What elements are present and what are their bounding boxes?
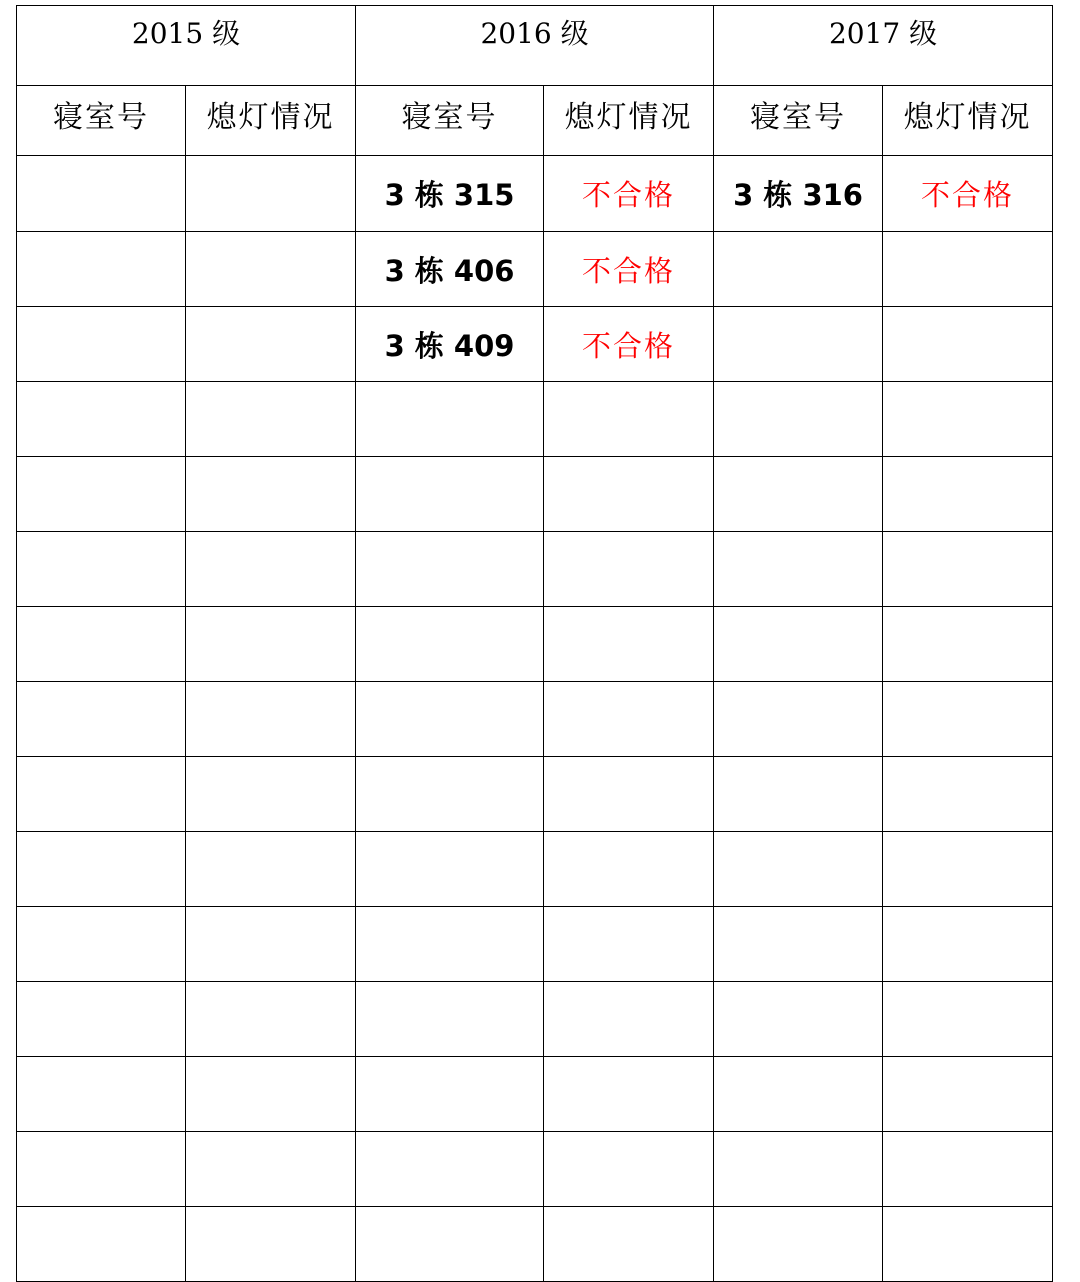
table-row <box>17 457 1053 532</box>
cell-status-2016 <box>544 607 714 682</box>
cell-status-2017 <box>883 532 1053 607</box>
year-header-2016: 2016 级 <box>356 6 714 86</box>
cell-room-2017 <box>714 382 883 457</box>
cell-status-2016 <box>544 1057 714 1132</box>
table-row <box>17 307 1053 382</box>
cell-status-2015 <box>186 982 356 1057</box>
cell-room-2017 <box>714 757 883 832</box>
cell-status-2016: 不合格 <box>544 232 714 307</box>
cell-room-2015 <box>17 1132 186 1207</box>
table-row <box>17 982 1053 1057</box>
cell-status-2015 <box>186 1057 356 1132</box>
status-header-2016: 熄灯情况 <box>544 86 714 156</box>
cell-status-2017 <box>883 232 1053 307</box>
cell-status-2017: 不合格 <box>883 156 1053 232</box>
status-header-2017: 熄灯情况 <box>883 86 1053 156</box>
cell-room-2015 <box>17 1207 186 1282</box>
table-row <box>17 832 1053 907</box>
cell-room-2016 <box>356 907 544 982</box>
cell-status-2015 <box>186 382 356 457</box>
cell-room-2017 <box>714 232 883 307</box>
cell-room-2015 <box>17 382 186 457</box>
cell-room-2016: 3 栋 409 <box>356 307 544 382</box>
table-row <box>17 682 1053 757</box>
cell-room-2015 <box>17 757 186 832</box>
cell-status-2016 <box>544 532 714 607</box>
cell-status-2016 <box>544 982 714 1057</box>
cell-room-2017 <box>714 1132 883 1207</box>
cell-room-2015 <box>17 832 186 907</box>
year-header-2017: 2017 级 <box>714 6 1053 86</box>
cell-status-2017 <box>883 457 1053 532</box>
status-header-2015: 熄灯情况 <box>186 86 356 156</box>
cell-status-2016 <box>544 832 714 907</box>
cell-status-2016 <box>544 382 714 457</box>
table-row <box>17 1057 1053 1132</box>
room-header-2017: 寝室号 <box>714 86 883 156</box>
cell-room-2016: 3 栋 315 <box>356 156 544 232</box>
cell-status-2017 <box>883 907 1053 982</box>
cell-room-2015 <box>17 457 186 532</box>
cell-status-2017 <box>883 607 1053 682</box>
cell-status-2015 <box>186 1132 356 1207</box>
cell-room-2017 <box>714 982 883 1057</box>
cell-status-2016 <box>544 907 714 982</box>
cell-room-2015 <box>17 907 186 982</box>
cell-status-2016: 不合格 <box>544 307 714 382</box>
table-row <box>17 607 1053 682</box>
cell-room-2016: 3 栋 406 <box>356 232 544 307</box>
cell-status-2015 <box>186 232 356 307</box>
cell-room-2016 <box>356 982 544 1057</box>
cell-status-2015 <box>186 907 356 982</box>
cell-room-2017 <box>714 907 883 982</box>
cell-status-2015 <box>186 832 356 907</box>
cell-status-2017 <box>883 832 1053 907</box>
table-row <box>17 757 1053 832</box>
cell-room-2016 <box>356 607 544 682</box>
table-row <box>17 156 1053 232</box>
cell-status-2015 <box>186 532 356 607</box>
room-header-2015: 寝室号 <box>17 86 186 156</box>
cell-room-2017 <box>714 532 883 607</box>
cell-room-2015 <box>17 1057 186 1132</box>
table-row <box>17 382 1053 457</box>
cell-status-2016: 不合格 <box>544 156 714 232</box>
cell-status-2015 <box>186 757 356 832</box>
cell-room-2016 <box>356 1057 544 1132</box>
table-row <box>17 907 1053 982</box>
cell-status-2017 <box>883 682 1053 757</box>
cell-room-2017: 3 栋 316 <box>714 156 883 232</box>
cell-room-2016 <box>356 532 544 607</box>
cell-room-2017 <box>714 832 883 907</box>
cell-status-2016 <box>544 457 714 532</box>
column-header-row <box>17 86 1053 156</box>
cell-status-2017 <box>883 1207 1053 1282</box>
table-body <box>17 156 1053 1282</box>
table-row <box>17 532 1053 607</box>
table-row <box>17 1207 1053 1282</box>
cell-status-2016 <box>544 1132 714 1207</box>
cell-room-2015 <box>17 532 186 607</box>
cell-status-2016 <box>544 757 714 832</box>
cell-status-2017 <box>883 382 1053 457</box>
cell-room-2016 <box>356 1207 544 1282</box>
cell-status-2017 <box>883 1057 1053 1132</box>
cell-status-2015 <box>186 607 356 682</box>
cell-room-2015 <box>17 682 186 757</box>
cell-status-2015 <box>186 682 356 757</box>
cell-room-2017 <box>714 607 883 682</box>
cell-room-2017 <box>714 1057 883 1132</box>
cell-status-2017 <box>883 307 1053 382</box>
cell-room-2017 <box>714 1207 883 1282</box>
cell-status-2017 <box>883 757 1053 832</box>
cell-room-2016 <box>356 832 544 907</box>
cell-room-2015 <box>17 232 186 307</box>
room-header-2016: 寝室号 <box>356 86 544 156</box>
table-row <box>17 1132 1053 1207</box>
cell-status-2015 <box>186 1207 356 1282</box>
cell-status-2015 <box>186 307 356 382</box>
cell-room-2016 <box>356 457 544 532</box>
cell-status-2017 <box>883 1132 1053 1207</box>
cell-room-2017 <box>714 682 883 757</box>
cell-room-2017 <box>714 307 883 382</box>
cell-room-2015 <box>17 982 186 1057</box>
cell-room-2015 <box>17 307 186 382</box>
cell-room-2016 <box>356 757 544 832</box>
cell-room-2016 <box>356 682 544 757</box>
dorm-lights-out-table <box>16 5 1053 1282</box>
cell-room-2016 <box>356 1132 544 1207</box>
cell-status-2015 <box>186 156 356 232</box>
year-header-row <box>17 6 1053 86</box>
cell-status-2015 <box>186 457 356 532</box>
year-header-2015: 2015 级 <box>17 6 356 86</box>
table-row <box>17 232 1053 307</box>
cell-status-2016 <box>544 682 714 757</box>
cell-room-2015 <box>17 156 186 232</box>
cell-room-2015 <box>17 607 186 682</box>
cell-room-2017 <box>714 457 883 532</box>
cell-status-2017 <box>883 982 1053 1057</box>
cell-status-2016 <box>544 1207 714 1282</box>
cell-room-2016 <box>356 382 544 457</box>
